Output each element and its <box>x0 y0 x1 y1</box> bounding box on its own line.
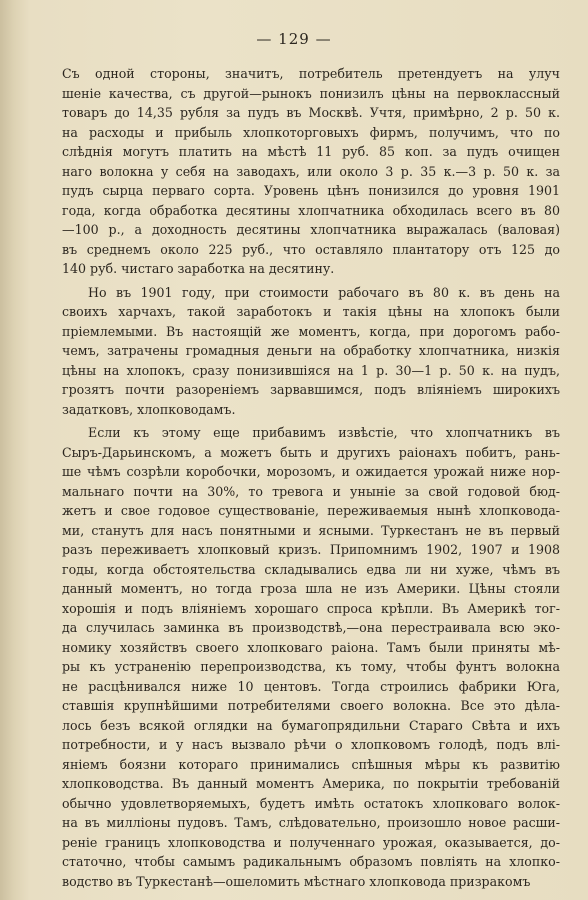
body-text <box>62 64 560 891</box>
text-line: обычно удовлетворяемыхъ, будетъ имѣть остатокъ хлопковаго волок- <box>62 795 560 811</box>
text-line: Если къ этому еще прибавимъ извѣстіе, что хлопчатникъ въ <box>88 425 560 440</box>
text-line: чемъ, затрачены громадныя деньги на обработку хлопчатника, низкія <box>62 343 560 358</box>
text-line: грозятъ почти разореніемъ зарвавшимся, подъ вліяніемъ широкихъ <box>62 382 560 397</box>
paragraph <box>62 423 560 891</box>
text-line: яніемъ боязни котораго принимались спѣшныя мѣры къ развитію <box>62 756 560 772</box>
text-line: своихъ харчахъ, такой заработокъ и такія цѣны на хлопокъ были <box>62 304 560 319</box>
paragraph <box>62 283 560 420</box>
text-line: лось безъ всякой оглядки на бумагопрядильни Стараго Свѣта и ихъ <box>62 717 560 733</box>
text-line: хорошія и подъ вліяніемъ хорошаго спроса крѣпли. Въ Америкѣ тог- <box>62 600 560 616</box>
text-line: ше чѣмъ созрѣли коробочки, морозомъ, и ожидается урожай ниже нор- <box>62 464 560 479</box>
text-line: ставшія крупнѣйшими потребителями своего волокна. Все это дѣла- <box>62 698 560 713</box>
text-line: хлопководства. Въ данный моментъ Америка, по покрытіи требованій <box>62 776 560 791</box>
text-line: данный моментъ, но тогда гроза шла не изъ Америки. Цѣны стояли <box>62 581 560 596</box>
text-line: года, когда обработка десятины хлопчатника обходилась всего въ 80 <box>62 202 560 218</box>
text-line: Сыръ-Дарьинскомъ, а можетъ быть и другихъ раіонахъ побитъ, рань- <box>62 444 560 460</box>
text-line: пріемлемыми. Въ настоящій же моментъ, когда, при дорогомъ рабо- <box>62 323 560 339</box>
text-line: Съ одной стороны, значитъ, потребитель претендуетъ на улуч <box>62 66 560 81</box>
text-line: ры къ устраненію перепроизводства, къ тому, чтобы фунтъ волокна <box>62 659 560 674</box>
text-line: слѣднія могутъ платить на мѣстѣ 11 руб. 85 коп. за пудъ очищен <box>62 144 560 159</box>
text-line: въ среднемъ около 225 руб., что оставляло плантатору отъ 125 до <box>62 241 560 257</box>
text-line: номику хозяйствъ своего хлопковаго раіона. Тамъ были приняты мѣ- <box>62 639 560 655</box>
text-line: на расходы и прибыль хлопкоторговыхъ фирмъ, получимъ, что по <box>62 124 560 140</box>
text-line: ми, станутъ для насъ понятными и ясными. Туркестанъ не въ первый <box>62 522 560 538</box>
text-line: не расцѣнивался ниже 10 центовъ. Тогда строились фабрики Юга, <box>62 678 560 694</box>
text-line: да случилась заминка въ производствѣ,—она перестраивала всю эко- <box>62 620 560 635</box>
text-line: статочно, чтобы самымъ радикальнымъ образомъ повліять на хлопко- <box>62 854 560 869</box>
text-line: мальнаго почти на 30%, то тревога и уныніе за свой годовой бюд- <box>62 483 560 499</box>
text-line: годы, когда обстоятельства складывались едва ли ни хуже, чѣмъ въ <box>62 561 560 577</box>
text-line: задатковъ, хлопководамъ. <box>62 401 236 417</box>
text-line: Но въ 1901 году, при стоимости рабочаго въ 80 к. въ день на <box>88 284 560 300</box>
text-line: водство въ Туркестанѣ—ошеломить мѣстнаго хлопковода призракомъ <box>62 873 531 889</box>
paragraph <box>62 64 560 279</box>
text-line: шеніе качества, съ другой—рынокъ понизилъ цѣны на первоклассный <box>62 85 560 101</box>
text-line: жетъ и свое годовое существованіе, переживаемыя нынѣ хлопковода- <box>62 503 560 518</box>
text-line: потребности, и у насъ вызвало рѣчи о хлопковомъ голодѣ, подъ влі- <box>62 737 560 752</box>
text-line: реніе границъ хлопководства и полученнаго урожая, оказывается, до- <box>62 834 560 850</box>
text-line: товаръ до 14,35 рубля за пудъ въ Москвѣ. Учтя, примѣрно, 2 р. 50 к. <box>62 105 560 120</box>
text-line: на въ милліоны пудовъ. Тамъ, слѣдовательно, произошло новое расши- <box>62 815 560 830</box>
text-line: цѣны на хлопокъ, сразу понизившіяся на 1 р. 30—1 р. 50 к. на пудъ, <box>62 362 560 378</box>
text-line: наго волокна у себя на заводахъ, или около 3 р. 35 к.—3 р. 50 к. за <box>62 163 560 179</box>
page-number: — 129 — <box>256 30 332 48</box>
text-line: 140 руб. чистаго заработка на десятину. <box>62 261 335 276</box>
text-line: разъ переживаетъ хлопковый кризъ. Припомнимъ 1902, 1907 и 1908 <box>62 542 560 557</box>
text-line: —100 р., а доходность десятины хлопчатника выражалась (валовая) <box>62 222 560 237</box>
text-line: пудъ сырца перваго сорта. Уровень цѣнъ понизился до уровня 1901 <box>62 183 560 198</box>
